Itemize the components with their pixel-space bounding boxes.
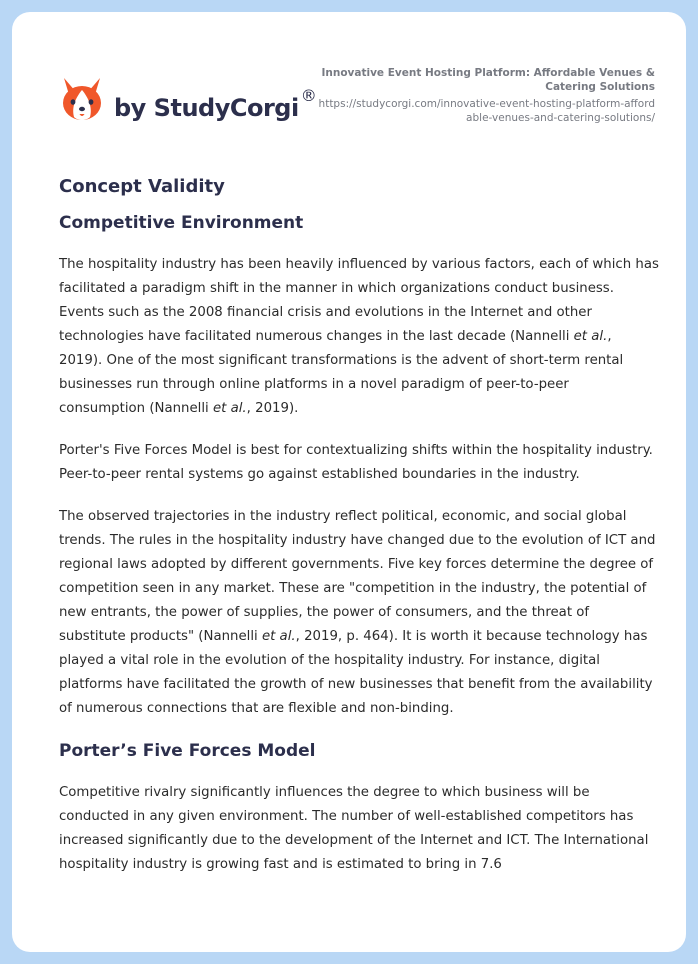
paragraph-4: Competitive rivalry significantly influences the degree to which business will be conducted in any given environment. The number of well-established competitors has increased significantly due to the development of the Internet and ICT. The International hospitality industry is growing fast and is estimated to bring in 7.6: [59, 785, 649, 872]
document-url[interactable]: https://studycorgi.com/innovative-event-hosting-platform-affordable-venues-and-catering-solutions/: [318, 98, 655, 124]
brand-name: [114, 86, 317, 122]
brand-text: by StudyCorgi: [114, 94, 299, 122]
p3-et-al: et al.: [261, 629, 296, 644]
registered-mark: ®: [300, 86, 317, 105]
document-content: [59, 175, 659, 877]
heading-competitive-environment: Competitive Environment: [59, 213, 304, 233]
corgi-icon: [60, 76, 104, 124]
p3-text-b: , 2019, p. 464). It is worth it because technology has played a vital role in the evolution of the hospitality industry. For instance, digital platforms have facilitated the growth of new businesses that benefit from the availability of numerous connections that are flexible and non-binding.: [59, 629, 653, 716]
p1-et-al-2: et al.: [212, 401, 247, 416]
heading-concept-validity: Concept Validity: [59, 176, 225, 197]
p3-text-a: The observed trajectories in the industry reflect political, economic, and social global trends. The rules in the hospitality industry have changed due to the evolution of ICT and regional laws adopted by different governments. Five key forces determine the degree of competition seen in any market. These are "competition in the industry, the potential of new entrants, the power of supplies, the power of consumers, and the threat of substitute products" (Nannelli: [59, 509, 656, 644]
heading-porters-five-forces: Porter’s Five Forces Model: [59, 741, 316, 761]
p1-text-a: The hospitality industry has been heavily influenced by various factors, each of which has facilitated a paradigm shift in the manner in which organizations conduct business. Events such as the 2008 financial crisis and evolutions in the Internet and other technologies have facilitated numerous changes in the last decade (Nannelli: [59, 257, 659, 344]
paragraph-1: [59, 253, 659, 421]
document-card: [12, 12, 686, 952]
studycorgi-logo[interactable]: [60, 76, 320, 140]
document-meta: [315, 66, 655, 125]
p1-et-al-1: et al.: [573, 329, 608, 344]
p1-text-c: , 2019).: [246, 401, 299, 416]
p1-text-b: , 2019). One of the most significant transformations is the advent of short-term rental businesses run through online platforms in a novel paradigm of peer-to-peer consumption (Nannelli: [59, 329, 624, 416]
paragraph-3: [59, 505, 659, 721]
document-title: Innovative Event Hosting Platform: Affordable Venues & Catering Solutions: [321, 67, 655, 93]
paragraph-2: Porter's Five Forces Model is best for contextualizing shifts within the hospitality industry. Peer-to-peer rental systems go against established boundaries in the industry.: [59, 443, 653, 482]
